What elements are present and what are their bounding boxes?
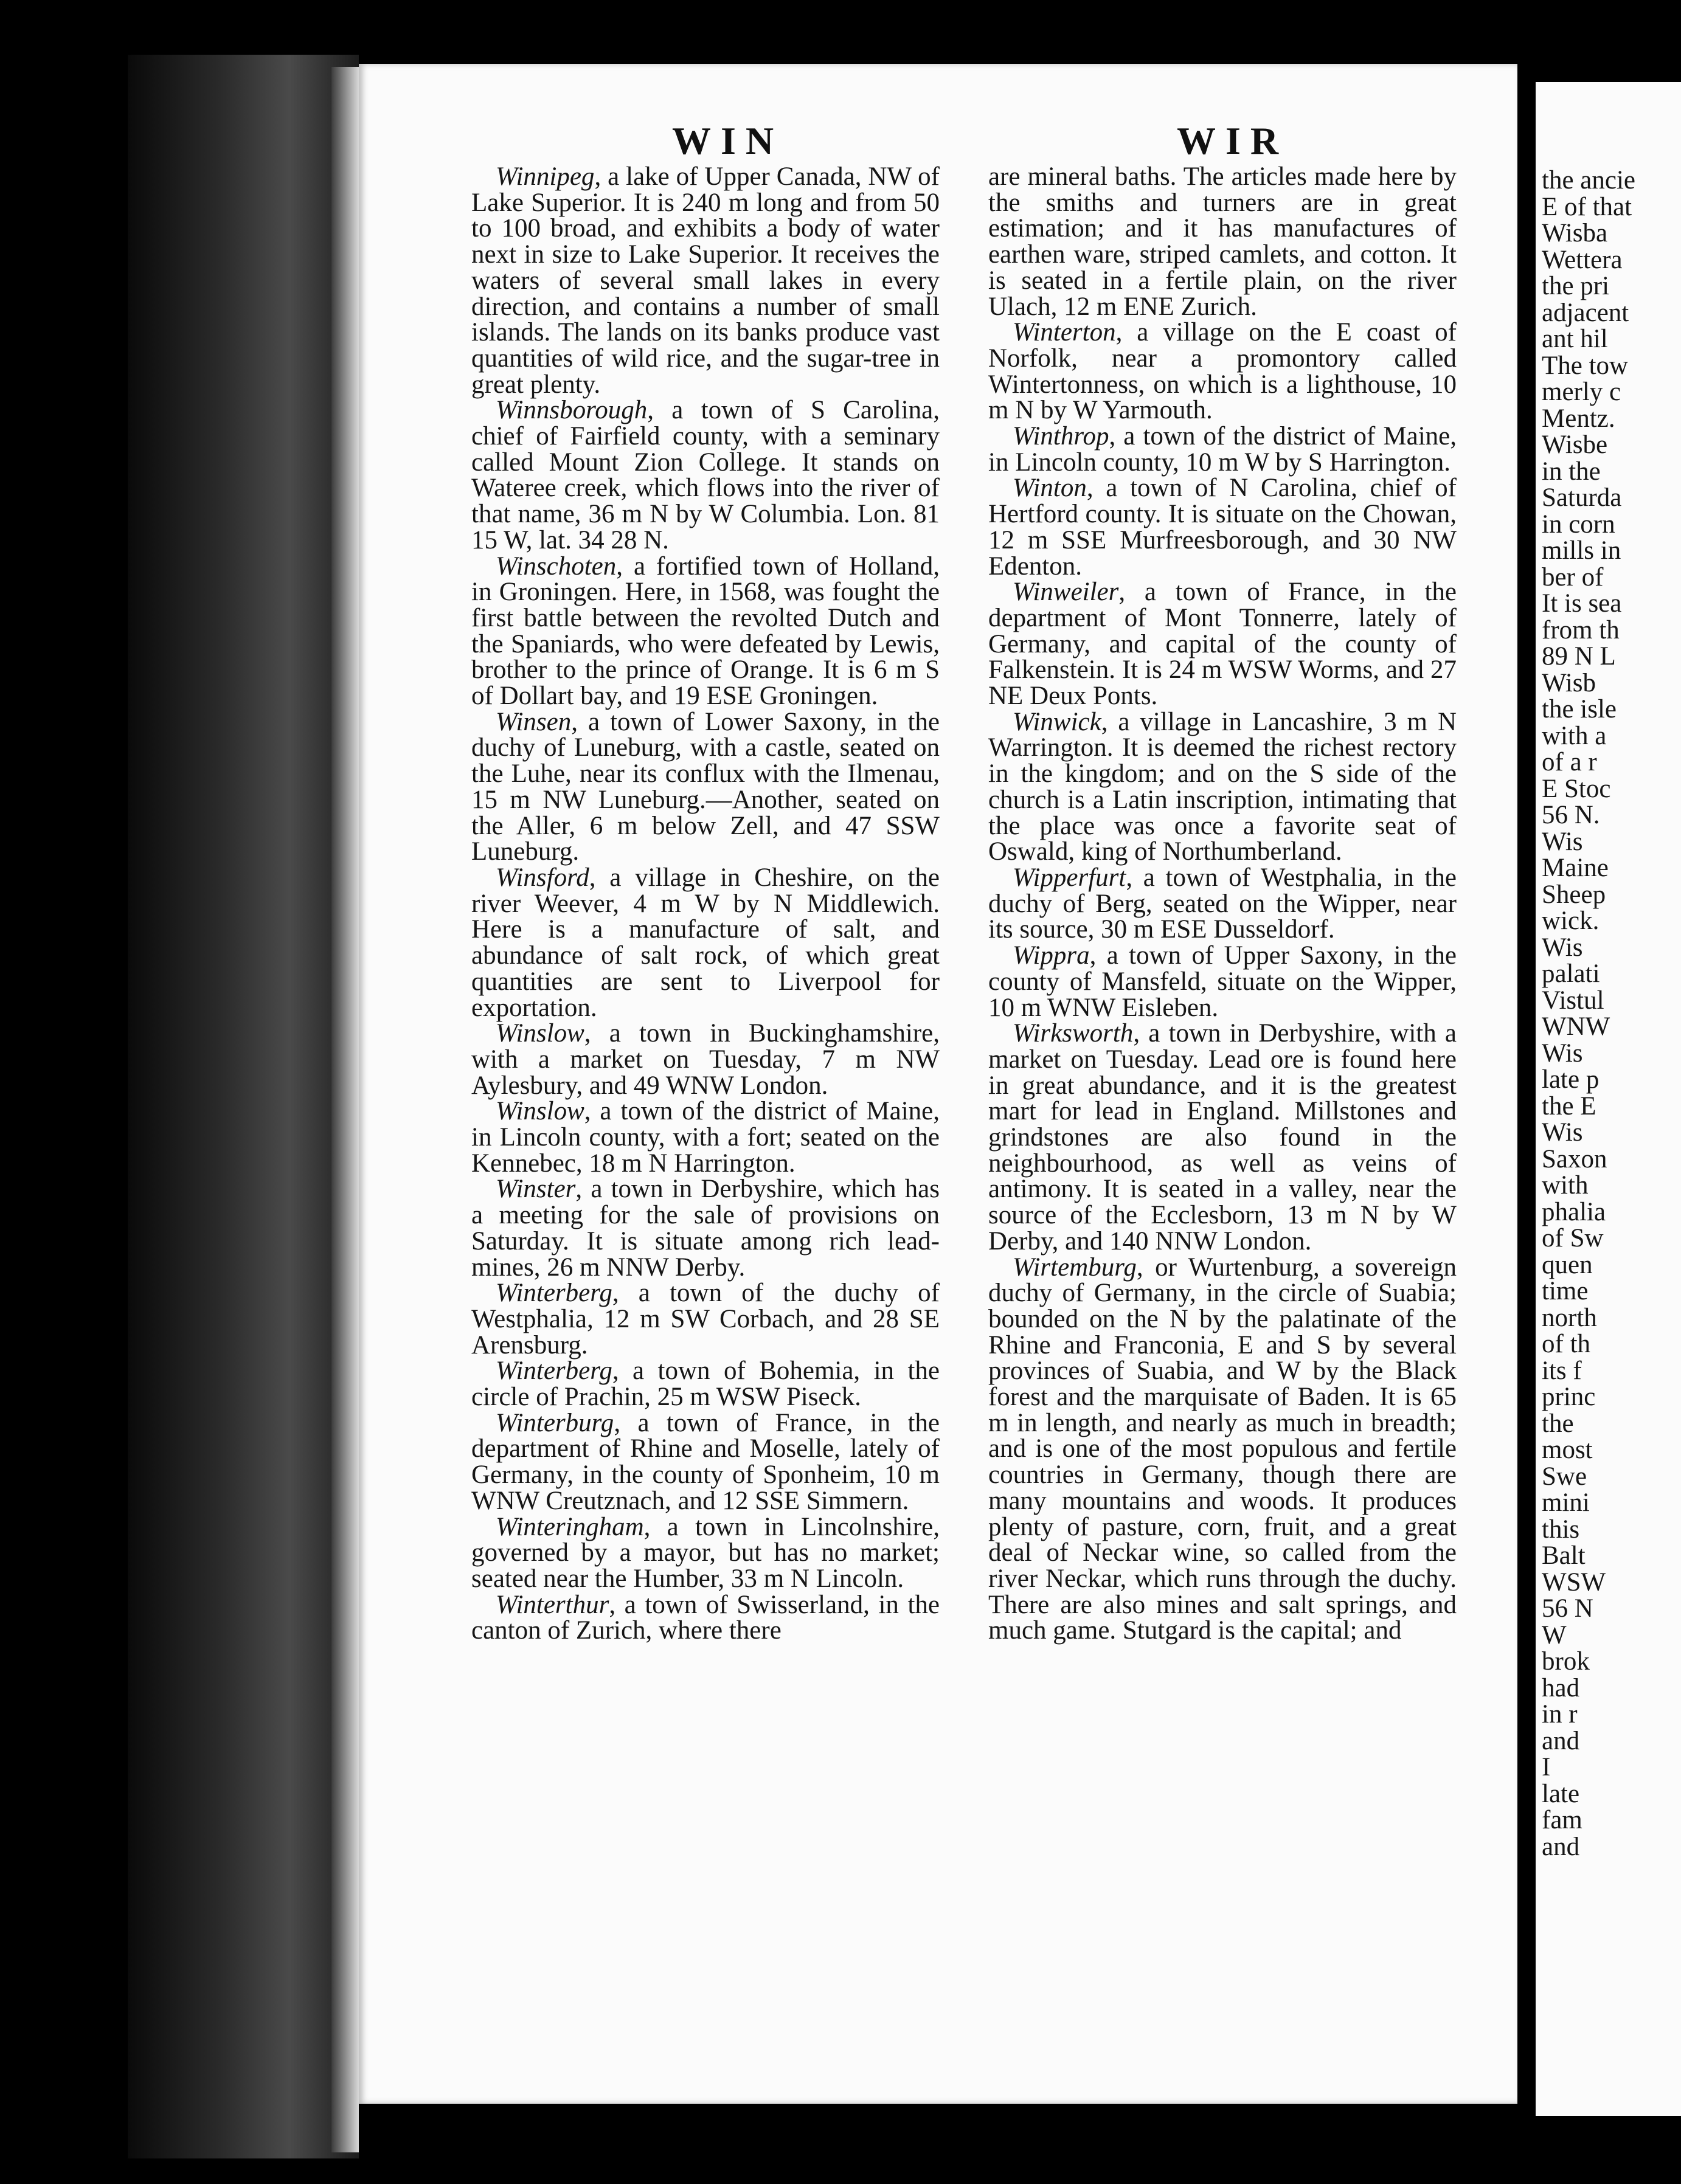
entry-headword: Winslow [496, 1097, 584, 1126]
entry-text: , a town of S Carolina, chief of Fairfield county, with a seminary called Mount Zion College. It stands on Wateree creek, which flows into the river of that name, 36 m N by W Columbia. Lon. 81 15 W, lat. 34 28 N. [471, 396, 940, 555]
next-page-edge [1536, 82, 1681, 2116]
fragment-line: of a r [1542, 748, 1597, 776]
fragment-line: in r [1542, 1700, 1578, 1729]
fragment-line: the [1542, 1409, 1574, 1438]
gazetteer-entry [988, 320, 1457, 424]
fragment-line: had [1542, 1673, 1580, 1702]
fragment-line: of th [1542, 1330, 1591, 1358]
fragment-line: Wettera [1542, 245, 1623, 274]
entry-headword: Wirtemburg [1013, 1253, 1137, 1282]
fragment-line: phalia [1542, 1197, 1606, 1226]
entry-text: are mineral baths. The articles made here by the smiths and turners are in great estimation; and it has manufactures of earthen ware, striped camlets, and cotton. It is seated in a fertile plain, on the river Ulach, 12 m ENE Zurich. [988, 162, 1457, 321]
fragment-line: its f [1542, 1356, 1582, 1385]
entry-headword: Winterberg [496, 1279, 612, 1308]
fragment-line: ber of [1542, 562, 1604, 592]
page-stack-edge [331, 67, 359, 2152]
entry-headword: Wipperfurt [1013, 863, 1126, 892]
book-spine [128, 55, 359, 2158]
fragment-line: E Stoc [1542, 774, 1611, 803]
fragment-line: ant hil [1542, 325, 1608, 353]
fragment-line: the isle [1542, 695, 1617, 724]
fragment-line: Wis [1542, 827, 1583, 856]
fragment-line: princ [1542, 1383, 1596, 1411]
entry-headword: Winterburg [496, 1408, 614, 1437]
fragment-line: E of that [1542, 192, 1632, 221]
entry-headword: Winschoten [496, 551, 617, 581]
fragment-line: WSW [1542, 1567, 1606, 1597]
entry-headword: Winweiler [1013, 578, 1119, 607]
entry-text: , or Wurtenburg, a sovereign duchy of Germany, in the circle of Suabia; bounded on the N by the palatinate of the Rhine and Franconia, E and S by several provinces of Suabia, and W by the Black forest and the marquisate of Baden. It is 65 m in length, and nearly as much in breadth; and is one of the most populous and fertile countries in Germany, though there are many mountains and woods. It produces plenty of pasture, corn, fruit, and a great deal of Neckar wine, so called from the river Neckar, which runs through the duchy. There are also mines and salt springs, and much game. Stutgard is the capital; and [988, 1253, 1457, 1645]
entry-text: , a town of the duchy of Westphalia, 12 m SW Corbach, and 28 SE Arensburg. [471, 1279, 940, 1360]
entry-headword: Winterberg [496, 1356, 612, 1386]
fragment-line: Mentz. [1542, 404, 1615, 433]
fragment-line: I [1542, 1753, 1551, 1781]
entry-headword: Winterton [1013, 318, 1116, 347]
right-running-head: WIR [1177, 119, 1289, 162]
fragment-line: Maine [1542, 854, 1609, 882]
entry-text: , a town of Swisserland, in the canton of Zurich, where there [471, 1590, 940, 1645]
fragment-line: quen [1542, 1250, 1593, 1279]
fragment-line: adjacent [1542, 298, 1629, 327]
fragment-line: and [1542, 1726, 1580, 1755]
entry-text: , a town of France, in the department of Rhine and Moselle, lately of Germany, in the county of Sponheim, 10 m WNW Creutznach, and 12 SSE Simmern. [471, 1408, 940, 1515]
left-text-column [471, 164, 940, 1644]
fragment-line: Balt [1542, 1541, 1586, 1570]
fragment-line: 56 N. [1542, 801, 1600, 829]
fragment-line: Wis [1542, 933, 1583, 962]
fragment-line: and [1542, 1832, 1580, 1861]
left-page [359, 64, 1517, 2104]
fragment-line: Saxon [1542, 1144, 1607, 1173]
fragment-line: north [1542, 1303, 1597, 1332]
entry-text: , a lake of Upper Canada, NW of Lake Superior. It is 240 m long and from 50 to 100 broad, and exhibits a body of water next in size to Lake Superior. It receives the waters of several small lakes in every direction, and contains a number of small islands. The lands on its banks produce vast quantities of wild rice, and the sugar-tree in great plenty. [471, 162, 940, 399]
fragment-line: Saturda [1542, 483, 1622, 512]
entry-text: , a town in Derbyshire, which has a meeting for the sale of provisions on Saturday. It is situate among rich lead-mines, 26 m NNW Derby. [471, 1175, 940, 1282]
entry-text: , a village in Lancashire, 3 m N Warrington. It is deemed the richest rectory in the kingdom; and on the S side of the church is a Latin inscription, intimating that the place was once a favorite seat of Oswald, king of Northumberland. [988, 707, 1457, 866]
left-running-head: WIN [672, 119, 784, 162]
entry-text: , a town of Westphalia, in the duchy of Berg, seated on the Wipper, near its source, 30 m ESE Dusseldorf. [988, 863, 1457, 944]
gazetteer-entry [988, 943, 1457, 1021]
gazetteer-entry [471, 551, 940, 711]
fragment-line: mini [1542, 1488, 1590, 1517]
entry-text: , a town of the district of Maine, in Lincoln county, with a fort; seated on the Kennebec, 18 m N Harrington. [471, 1097, 940, 1178]
fragment-line: time [1542, 1277, 1589, 1305]
fragment-line: Wisb [1542, 668, 1596, 697]
entry-headword: Winterthur [496, 1590, 609, 1619]
gazetteer-entry [988, 164, 1457, 320]
fragment-line: mills in [1542, 536, 1621, 565]
fragment-line: Wis [1542, 1118, 1583, 1147]
fragment-line: the E [1542, 1091, 1596, 1121]
fragment-line: the ancie [1542, 166, 1635, 195]
gazetteer-entry [988, 1021, 1457, 1254]
entry-text: , a village in Cheshire, on the river Weever, 4 m W by N Middlewich. Here is a manufacture of salt, and abundance of salt rock, of which great quantities are sent to Liverpool for exportation. [471, 863, 940, 1022]
entry-text: , a town of Bohemia, in the circle of Prachin, 25 m WSW Piseck. [471, 1356, 940, 1412]
gazetteer-entry [471, 1592, 940, 1644]
fragment-line: palati [1542, 959, 1600, 988]
fragment-line: fam [1542, 1806, 1582, 1834]
fragment-line: Swe [1542, 1462, 1587, 1491]
gazetteer-entry [988, 865, 1457, 943]
entry-headword: Winsford [496, 863, 589, 892]
fragment-line: most [1542, 1436, 1593, 1464]
fragment-line: Vistul [1542, 986, 1604, 1015]
gazetteer-entry [471, 398, 940, 553]
fragment-line: 56 N [1542, 1594, 1593, 1623]
fragment-line: this [1542, 1515, 1580, 1544]
gazetteer-entry [471, 1099, 940, 1177]
entry-headword: Winnsborough [496, 396, 648, 425]
fragment-line: wick. [1542, 907, 1600, 935]
entry-text: , a fortified town of Holland, in Groningen. Here, in 1568, was fought the first battle between the revolted Dutch and the Spaniards, who were defeated by Lewis, brother to the prince of Orange. It is 6 m S of Dollart bay, and 19 ESE Groningen. [471, 551, 940, 711]
gazetteer-entry [988, 707, 1457, 866]
entry-headword: Winnipeg [496, 162, 595, 191]
gazetteer-entry [471, 1021, 940, 1099]
gazetteer-entry [471, 1280, 940, 1358]
fragment-line: Wis [1542, 1038, 1583, 1068]
fragment-line: in the [1542, 457, 1601, 486]
entry-headword: Winsen [496, 707, 572, 736]
gazetteer-entry [471, 164, 940, 398]
entry-text: , a town in Derbyshire, with a market on Tuesday. Lead ore is found here in great abundance, and it is the greatest mart for lead in England. Millstones and grindstones are also found in the neighbourhood, as well as veins of antimony. It is seated in a valley, near the source of the Ecclesborn, 13 m N by W Derby, and 140 NNW London. [988, 1019, 1457, 1256]
fragment-line: from th [1542, 615, 1620, 644]
gazetteer-entry [471, 1512, 940, 1593]
gazetteer-entry [471, 865, 940, 1021]
entry-headword: Winster [496, 1175, 576, 1204]
fragment-line: 89 N L [1542, 642, 1616, 671]
right-text-column [988, 164, 1457, 1644]
fragment-line: It is sea [1542, 589, 1622, 618]
fragment-line: of Sw [1542, 1224, 1604, 1253]
gazetteer-entry [988, 1255, 1457, 1645]
entry-headword: Wirksworth [1013, 1019, 1134, 1048]
entry-text: , a town of Upper Saxony, in the county of Mansfeld, situate on the Wipper, 10 m WNW Eisleben. [988, 941, 1457, 1022]
fragment-line: brok [1542, 1647, 1590, 1676]
gazetteer-entry [471, 707, 940, 866]
entry-headword: Winwick [1013, 707, 1101, 736]
entry-text: , a town of the district of Maine, in Lincoln county, 10 m W by S Harrington. [988, 422, 1457, 477]
entry-text: , a town in Buckinghamshire, with a market on Tuesday, 7 m NW Aylesbury, and 49 WNW London. [471, 1019, 940, 1100]
gazetteer-entry [471, 1358, 940, 1410]
entry-headword: Winthrop [1013, 422, 1109, 451]
fragment-line: Wisbe [1542, 430, 1608, 459]
gazetteer-entry [471, 1408, 940, 1515]
fragment-line: Wisba [1542, 219, 1608, 247]
gazetteer-entry [988, 475, 1457, 579]
entry-text: , a town of France, in the department of Mont Tonnerre, lately of Germany, and capital of the county of Falkenstein. It is 24 m WSW Worms, and 27 NE Deux Ponts. [988, 578, 1457, 711]
fragment-line: with [1542, 1171, 1589, 1200]
fragment-line: late [1542, 1779, 1580, 1808]
entry-headword: Winton [1013, 474, 1087, 503]
fragment-line: Sheep [1542, 880, 1606, 909]
gazetteer-entry [471, 1177, 940, 1280]
gazetteer-entry [988, 579, 1457, 710]
entry-headword: Wippra [1013, 941, 1090, 970]
fragment-line: W [1542, 1620, 1567, 1650]
fragment-line: the pri [1542, 272, 1610, 300]
gazetteer-entry [988, 424, 1457, 475]
fragment-line: late p [1542, 1065, 1600, 1094]
entry-text: , a town in Lincolnshire, governed by a mayor, but has no market; seated near the Humber, 33 m N Lincoln. [471, 1512, 940, 1593]
fragment-line: with a [1542, 721, 1607, 750]
entry-headword: Winslow [496, 1019, 584, 1048]
entry-text: , a town of Lower Saxony, in the duchy of Luneburg, with a castle, seated on the Luhe, near its conflux with the Ilmenau, 15 m NW Luneburg.—Another, seated on the Aller, 6 m below Zell, and 47 SSW Luneburg. [471, 707, 940, 866]
fragment-line: in corn [1542, 510, 1615, 539]
fragment-line: merly c [1542, 378, 1621, 406]
entry-text: , a town of N Carolina, chief of Hertford county. It is situate on the Chowan, 12 m SSE Murfreesborough, and 30 NW Edenton. [988, 474, 1457, 581]
entry-headword: Winteringham [496, 1512, 644, 1541]
next-page-fragments [1542, 167, 1681, 1860]
fragment-line: WNW [1542, 1012, 1610, 1041]
entry-text: , a village on the E coast of Norfolk, near a promontory called Wintertonness, on which is a lighthouse, 10 m N by W Yarmouth. [988, 318, 1457, 425]
fragment-line: The tow [1542, 351, 1629, 380]
